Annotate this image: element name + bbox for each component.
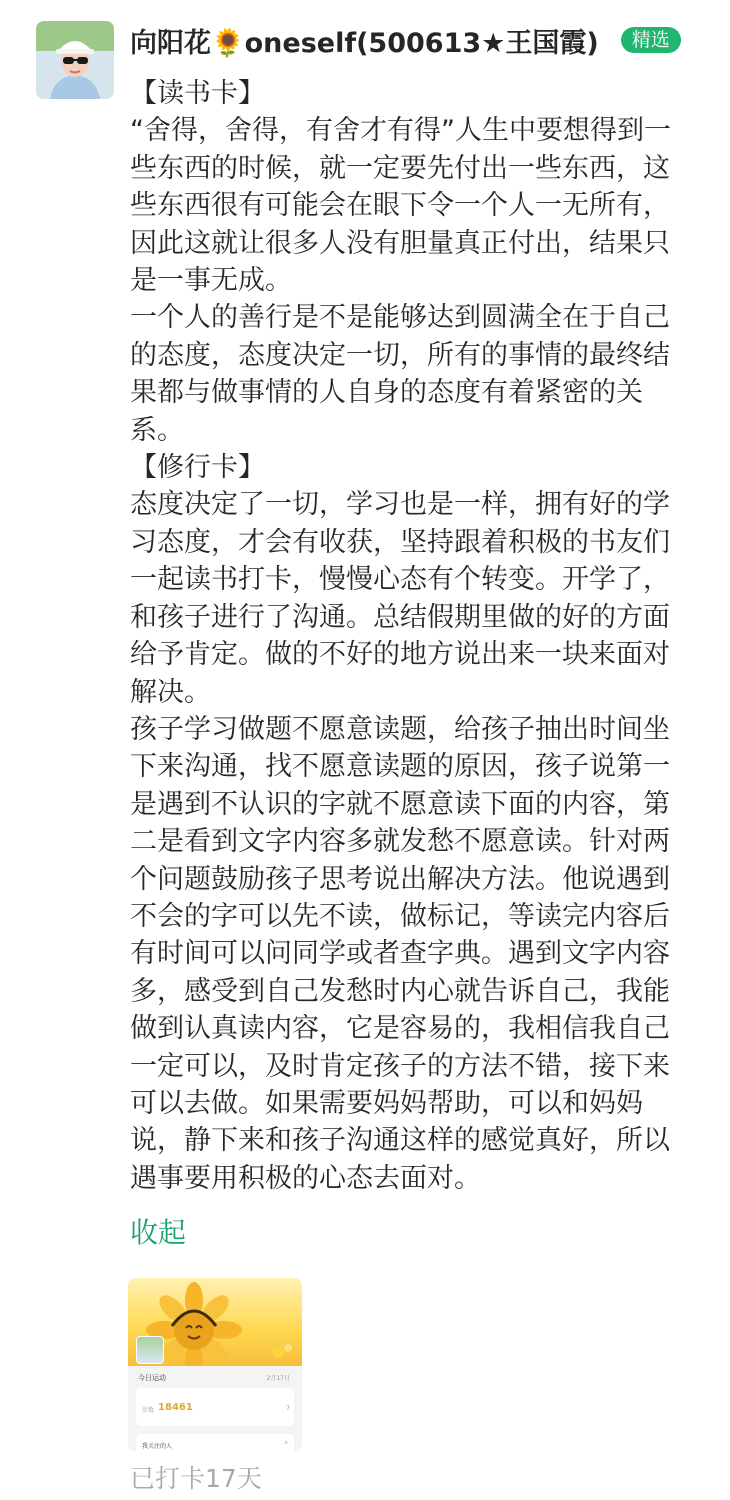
username[interactable]: 向阳花🌻oneself(500613★王国霞)	[130, 27, 599, 59]
collapse-button[interactable]: 收起	[130, 1216, 187, 1249]
attached-image[interactable]	[128, 1278, 302, 1452]
thumb-steps-value: 18461	[158, 1402, 193, 1413]
post-paragraph: 一个人的善行是不是能够达到圆满全在于自己的态度，态度决定一切，所有的事情的最终结果都与做事情的人自身的态度有着紧密的关系。	[130, 302, 670, 446]
avatar-photo	[36, 21, 114, 99]
avatar[interactable]	[36, 21, 114, 99]
practice-card-heading: 【修行卡】	[130, 452, 265, 484]
post-paragraph: 孩子学习做题不愿意读题，给孩子抽出时间坐下来沟通，找不愿意读题的原因，孩子说第一是遇到不认识的字就不愿意读下面的内容，第二是看到文字内容多就发愁不愿意读。针对两个问题鼓励孩子思考说出解决方法。他说遇到不会的字可以先不读，做标记，等读完内容后有时间可以问同学或者查字典。遇到文字内容多，感受到自己发愁时内心就告诉自己，我能做到认真读内容，它是容易的，我相信我自己一定可以，及时肯定孩子的方法不错，接下来可以去做。如果需要妈妈帮助，可以和妈妈说，静下来和孩子沟通这样的感觉真好，所以遇事要用积极的心态去面对。	[130, 713, 670, 1194]
reading-card-heading: 【读书卡】	[130, 78, 265, 109]
thumb-date: 2月17日	[266, 1375, 290, 1382]
thumb-avatar	[136, 1336, 164, 1364]
post-header	[130, 20, 710, 60]
checkin-count: 已打卡17天	[130, 1464, 262, 1493]
post-paragraph: “舍得，舍得，有舍才有得”人生中要想得到一些东西的时候，就一定要先付出一些东西，这些东西很有可能会在眼下令一个人一无所有，因此这就让很多人没有胆量真正付出，结果只是一事无成。	[130, 115, 671, 297]
thumb-today-label: 今日运动	[138, 1374, 166, 1382]
thumb-steps-label: 步数	[142, 1407, 155, 1414]
chevron-right-icon: ›	[284, 1438, 288, 1448]
post-paragraph: 态度决定了一切，学习也是一样，拥有好的学习态度，才会有收获，坚持跟着积极的书友们一起读书打卡，慢慢心态有个转变。开学了，和孩子进行了沟通。总结假期里做的好的方面给予肯定。做的不好的地方说出来一块来面对解决。	[130, 489, 670, 708]
featured-badge: 精选	[621, 27, 681, 53]
post-content	[130, 75, 690, 1197]
thumb-likes: 7	[286, 1405, 290, 1412]
thumb-follow-label: 我关注的人	[142, 1443, 173, 1450]
